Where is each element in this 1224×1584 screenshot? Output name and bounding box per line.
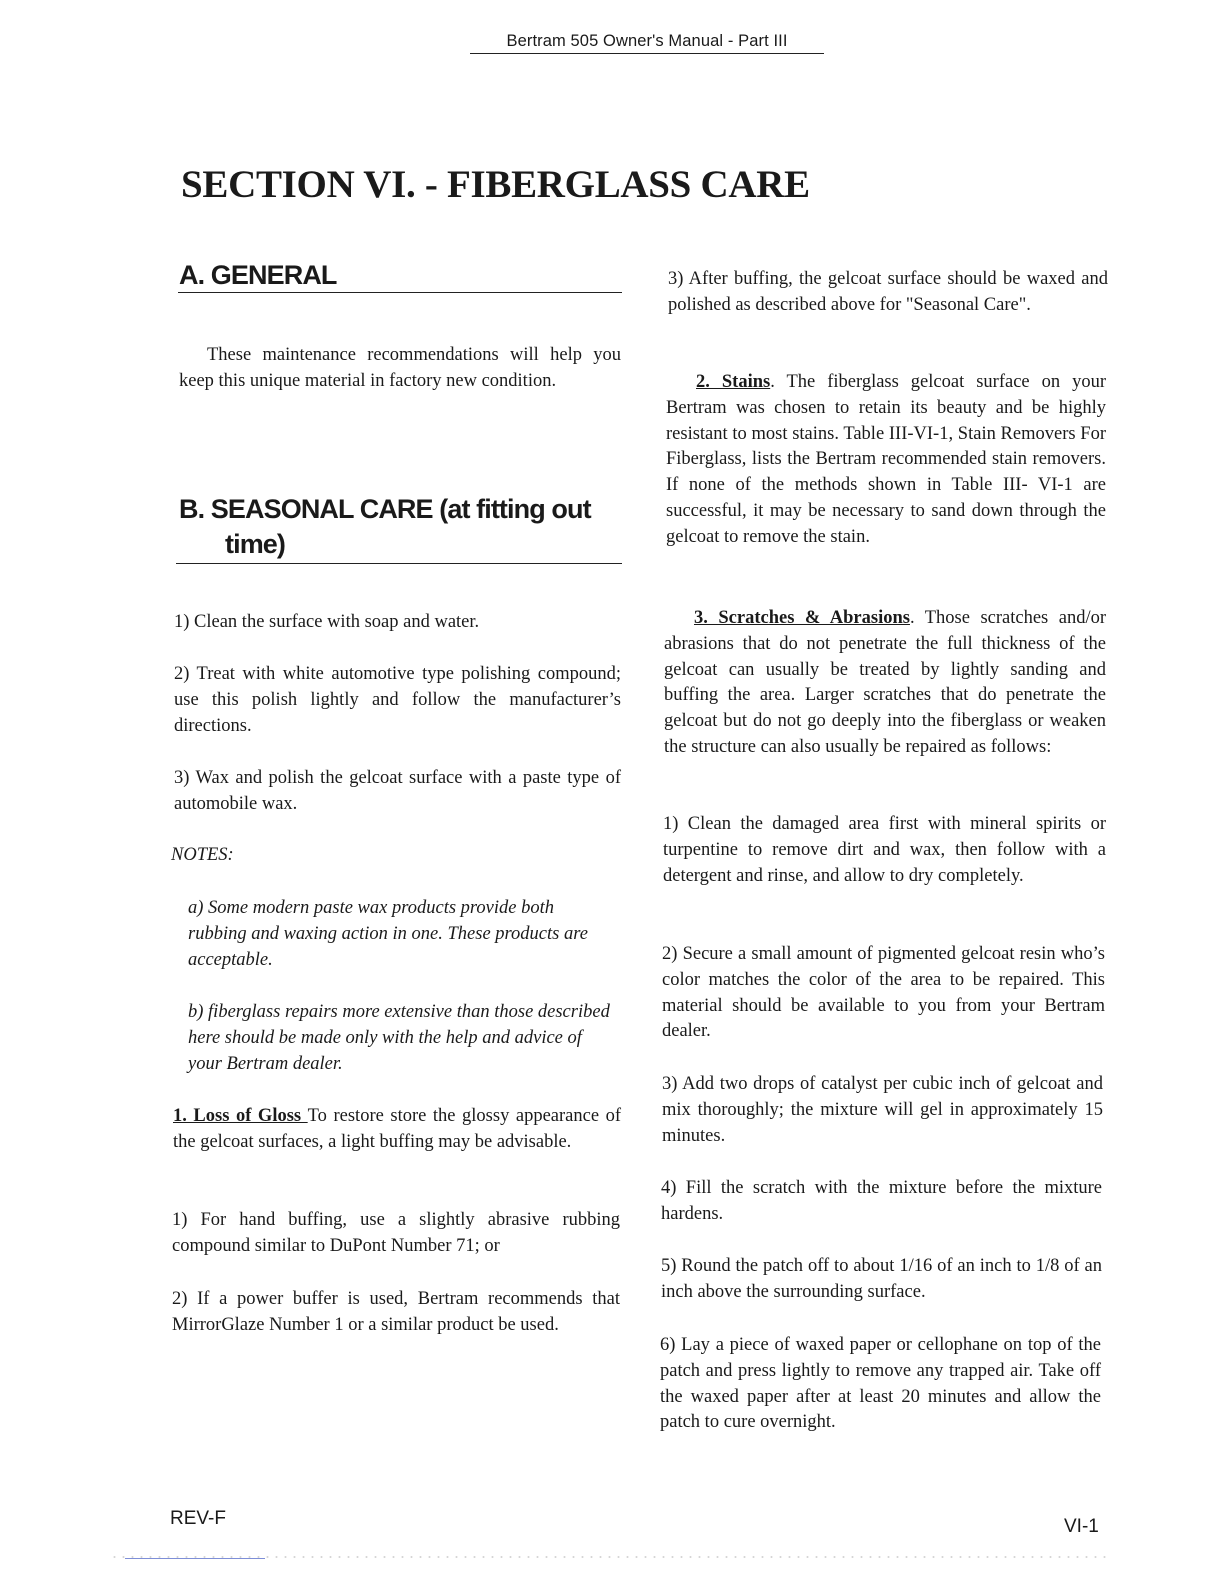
scan-artifact-line <box>125 1558 265 1559</box>
heading-seasonal-care: B. SEASONAL CARE (at fitting out <box>179 494 591 524</box>
buffing-step-2: 2) If a power buffer is used, Bertram recommends that MirrorGlaze Number 1 or a similar product be used. <box>172 1289 620 1335</box>
buffing-step-1: 1) For hand buffing, use a slightly abrasive rubbing compound similar to DuPont Number 71; or <box>172 1210 620 1256</box>
page-number: VI-1 <box>1064 1516 1099 1537</box>
repair-step-2: 2) Secure a small amount of pigmented gelcoat resin who’s color matches the color of the area to be repaired. This material should be available to you from your Bertram dealer. <box>662 944 1105 1042</box>
heading-seasonal-care-line2: time) <box>225 529 286 559</box>
repair-step-1: 1) Clean the damaged area first with mineral spirits or turpentine to remove dirt and wax, then follow with a detergent and rinse, and allow to dry completely. <box>663 814 1106 886</box>
repair-step-3: 3) Add two drops of catalyst per cubic inch of gelcoat and mix thoroughly; the mixture will gel in approximately 15 minutes. <box>662 1074 1103 1146</box>
scan-artifact <box>110 1554 1110 1560</box>
heading-general-rule <box>178 292 622 293</box>
revision-label: REV-F <box>170 1508 226 1529</box>
stains-paragraph <box>666 370 1106 551</box>
scratches-paragraph <box>664 606 1106 761</box>
repair-step-6: 6) Lay a piece of waxed paper or cellophane on top of the patch and press lightly to remove any trapped air. Take off the waxed paper after at least 20 minutes and allow the patch to cure overnight. <box>660 1335 1101 1433</box>
loss-of-gloss-heading: 1. Loss of Gloss <box>173 1106 308 1126</box>
repair-step-5: 5) Round the patch off to about 1/16 of an inch to 1/8 of an inch above the surrounding surface. <box>661 1256 1102 1302</box>
section-title: SECTION VI. - FIBERGLASS CARE <box>181 163 810 206</box>
note-a: a) Some modern paste wax products provide both rubbing and waxing action in one. These products are acceptable. <box>188 898 588 970</box>
loss-of-gloss-paragraph <box>173 1104 621 1156</box>
after-buffing-step: 3) After buffing, the gelcoat surface should be waxed and polished as described above for "Seasonal Care". <box>668 269 1108 315</box>
scratches-text: . Those scratches and/or abrasions that do not penetrate the full thickness of the gelcoat can usually be treated by lightly sanding and buffing the area. Larger scratches that do penetrate the gelcoat but do not go deeply into the fiberglass or weaken the structure can also usually be repaired as follows: <box>664 608 1106 757</box>
loss-of-gloss-text: To restore store the glossy appearance of the gelcoat surfaces, a light buffing may be advisable. <box>173 1106 622 1152</box>
scratches-heading: 3. Scratches & Abrasions <box>694 608 910 628</box>
seasonal-step-2: 2) Treat with white automotive type polishing compound; use this polish lightly and follow the manufacturer’s directions. <box>174 664 621 736</box>
notes-label: NOTES: <box>171 845 234 865</box>
seasonal-step-1: 1) Clean the surface with soap and water. <box>174 612 480 632</box>
repair-step-4: 4) Fill the scratch with the mixture before the mixture hardens. <box>661 1178 1102 1224</box>
note-b: b) fiberglass repairs more extensive than those described here should be made only with the help and advice of your Bertram dealer. <box>188 1002 610 1074</box>
heading-seasonal-rule <box>176 563 622 564</box>
seasonal-step-3: 3) Wax and polish the gelcoat surface with a paste type of automobile wax. <box>174 768 621 814</box>
running-header: Bertram 505 Owner's Manual - Part III <box>470 32 824 54</box>
heading-general: A. GENERAL <box>179 260 337 290</box>
stains-heading: 2. Stains <box>696 372 771 392</box>
general-paragraph: These maintenance recommendations will help you keep this unique material in factory new condition. <box>179 345 621 391</box>
stains-text: . The fiberglass gelcoat surface on your Bertram was chosen to retain its beauty and be highly resistant to most stains. Table III-VI-1, Stain Removers For Fiberglass, lists the Bertram recommended stain removers. If none of the methods shown in Table III- VI-1 are successful, it may be necessary to sand down through the gelcoat to remove the stain. <box>666 372 1107 547</box>
